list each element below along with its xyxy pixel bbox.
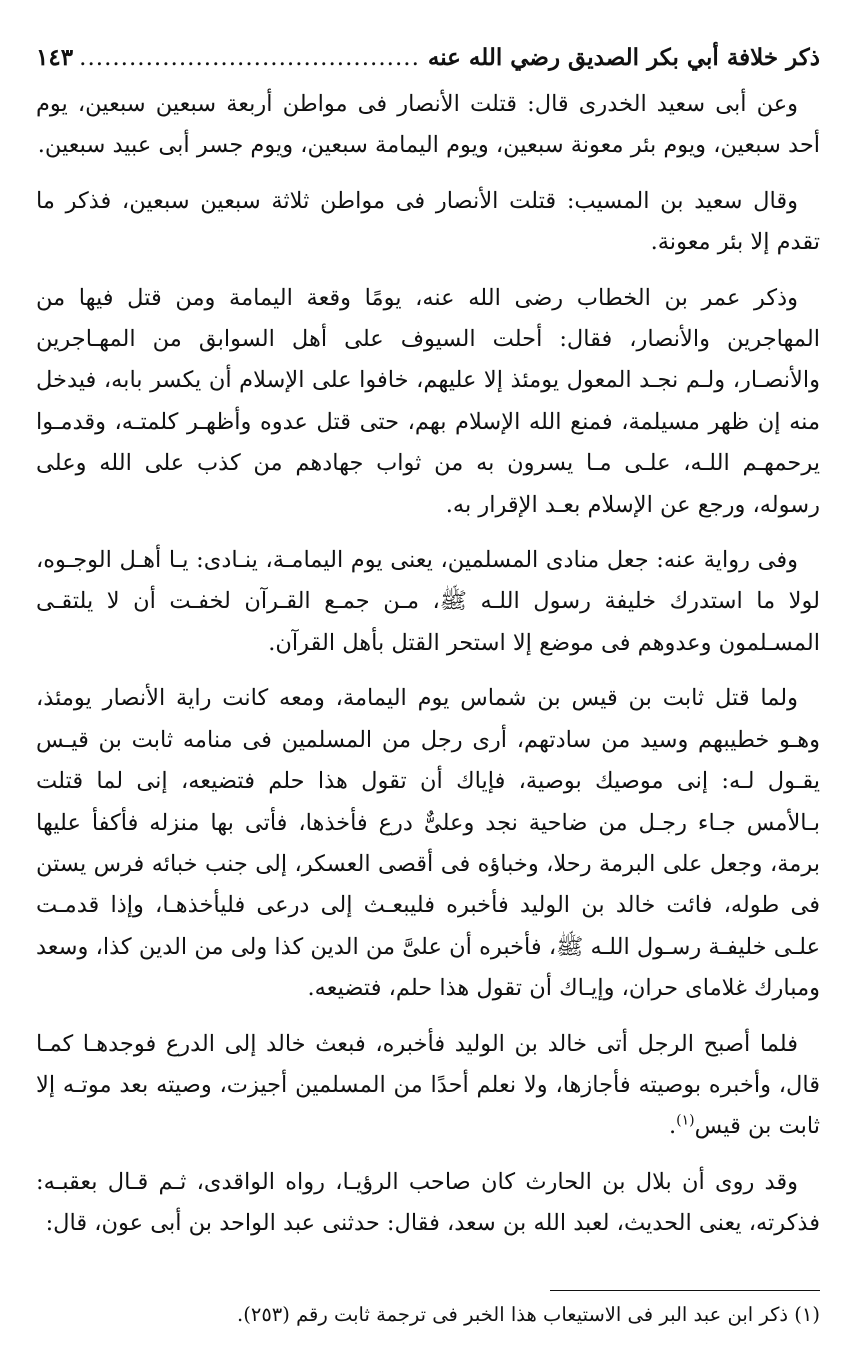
- paragraph-6: فلما أصبح الرجل أتى خالد بن الوليد فأخبره، فبعث خالد إلى الدرع فوجدهـا كمـا قال، وأخبره بوصيته فأجازها، ولا نعلم أحدًا من المسلمين أجيزت، وصيته بعد موتـه إلا ثابت بن قيس$^{(١)}$.: [36, 1030, 820, 1140]
- footnote-marker: (١): [676, 1112, 695, 1129]
- chapter-title: ذكر خلافة أبي بكر الصديق رضي الله عنه: [427, 44, 820, 71]
- paragraph-1: وعن أبى سعيد الخدرى قال: قتلت الأنصار فى مواطن أربعة سبعين سبعين، يوم أحد سبعين، ويوم بئر معونة سبعين، ويوم اليمامة سبعين، ويوم جسر أبى عبيد سبعين.: [36, 91, 820, 159]
- book-page: [36, 38, 820, 1338]
- paragraph-3: وذكر عمر بن الخطاب رضى الله عنه، يومًا وقعة اليمامة ومن قتل فيها من المهاجرين والأنصار، فقال: أحلت السيوف على أهل السوابق من المهـاجرين والأنصـار، ولـم نجـد المعول يومئذ إلا عليهم، خافوا على الإسلام أن يكسر بابه، فيدخل منه إن ظهر مسيلمة، فمنع الله الإسلام بهم، حتى قتل عدوه وأظهـر كلمتـه، وقدمـوا يرحمهـم اللـه، علـى مـا يسرون به من ثواب جهادهم من كذب على الله وعلى رسوله، ورجع عن الإسلام بعـد الإقرار به.: [36, 284, 820, 518]
- footnote-divider: [550, 1290, 820, 1291]
- paragraph-6-text: فلما أصبح الرجل أتى خالد بن الوليد فأخبره، فبعث خالد إلى الدرع فوجدهـا كمـا قال، وأخبره بوصيته فأجازها، ولا نعلم أحدًا من المسلمين أجيزت، وصيته بعد موتـه إلا ثابت بن قيس: [36, 1030, 820, 1140]
- page-number: ١٤٣: [36, 44, 74, 71]
- paragraph-5: ولما قتل ثابت بن قيس بن شماس يوم اليمامة، ومعه كانت راية الأنصار يومئذ، وهـو خطيبهم وسيد من سادتهم، أرى رجل من المسلمين فى منامه ثابت بن قيـس يقـول لـه: إنى موصيك بوصية، فإياك أن تقول هذا حلم فتضيعه، إنى لما قتلت بـالأمس جـاء رجـل من ضاحية نجد وعلىٌّ درع فأخذها، فأتى بها منزله فأكفأ عليها برمة، وجعل على البرمة رحلا، وخباؤه فى أقصى العسكر، إلى جنب خبائه فرس يستن فى طوله، فائت خالد بن الوليد فأخبره فليبعـث إلى درعى فليأخذهـا، وإذا قدمـت علـى خليفـة رسـول اللـه ﷺ، فأخبره أن علىَّ من الدين كذا ولى من الدين كذا، وسعد ومبارك غلاماى حران، وإيـاك أن تقول هذا حلم، فتضيعه.: [36, 685, 820, 1002]
- running-header: [36, 38, 820, 78]
- leader-dots: [81, 38, 420, 78]
- paragraph-7: وقد روى أن بلال بن الحارث كان صاحب الرؤيـا، رواه الواقدى، ثـم قـال بعقبـه: فذكرته، يعنى الحديث، لعبد الله بن سعد، فقال: حدثنى عبد الواحد بن أبى عون، قال:: [36, 1168, 820, 1237]
- paragraph-4: وفى رواية عنه: جعل منادى المسلمين، يعنى يوم اليمامـة، ينـادى: يـا أهـل الوجـوه، لولا ما استدرك خليفة رسول اللـه ﷺ، مـن جمـع القـرآن لخفـت أن لا يلتقـى المسـلمون وعدوهم فى موضع إلا استحر القتل بأهل القرآن.: [36, 547, 820, 656]
- body-text: [36, 84, 820, 1245]
- footnote: (١) ذكر ابن عبد البر فى الاستيعاب هذا الخبر فى ترجمة ثابت رقم (٢٥٣).: [237, 1303, 820, 1326]
- paragraph-2: وقال سعيد بن المسيب: قتلت الأنصار فى مواطن ثلاثة سبعين سبعين، فذكر ما تقدم إلا بئر معونة.: [36, 187, 820, 256]
